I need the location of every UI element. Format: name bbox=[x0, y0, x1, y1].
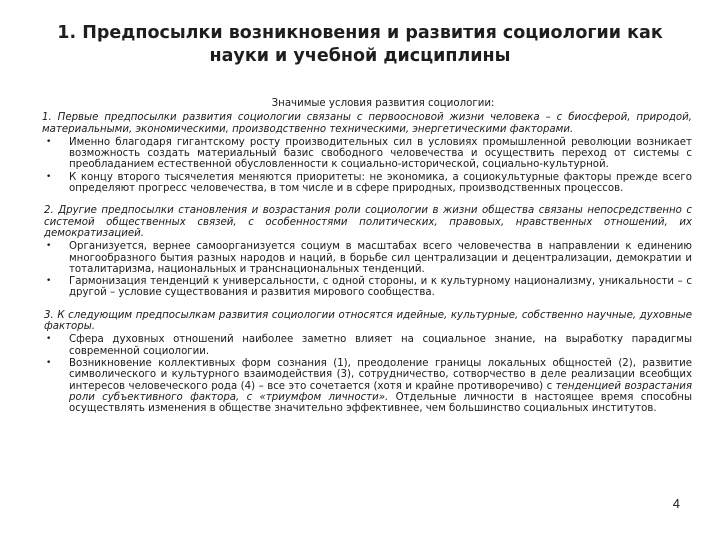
page-number: 4 bbox=[672, 496, 680, 511]
bullet-text: Возникновение коллективных форм сознания (1), преодоление границы локальных общностей (2), развитие символического и культурного взаимодействия (3), сотрудничество, сотворчество в деле реализации всеобщих интересов человеческого рода (4) – все это сочетается (хотя и крайне противоречиво) с bbox=[69, 357, 692, 392]
bullet-list bbox=[44, 137, 692, 194]
section-intro: 2. Другие предпосылки становления и возрастания роли социологии в жизни общества связаны непосредственно с системой общественных связей, с особенностями политических, правовых, нравственных отношений, их демократизацией. bbox=[44, 205, 692, 239]
bullet-item: • Сфера духовных отношений наиболее заметно влияет на социальное знание, на выработку парадигмы современной социологии. bbox=[44, 334, 692, 357]
bullet-italic-text: тенденцией возрастания роли субъективного фактора, с «триумфом личности». bbox=[69, 380, 692, 403]
section-intro: 1. Первые предпосылки развития социологии связаны с первоосновой жизни человека – с биосферой, природой, материальными, экономическими, производственно техническими, энергетическими факторами. bbox=[42, 112, 692, 135]
slide-body bbox=[44, 98, 692, 425]
bullet-item: • Организуется, вернее самоорганизуется социум в масштабах всего человечества в направлении к единению многообразного бытия разных народов и наций, в борьбе сил централизации и децентрализации, демократии и тоталитаризма, национальных и транснациональных тенденций. bbox=[44, 241, 692, 275]
bullet-item-last bbox=[44, 358, 692, 414]
section-2 bbox=[44, 205, 692, 298]
slide-title: 1. Предпосылки возникновения и развития социологии как науки и учебной дисциплины bbox=[57, 23, 663, 66]
section-1 bbox=[44, 112, 692, 194]
subtitle: Значимые условия развития социологии: bbox=[271, 98, 495, 109]
bullet-list bbox=[44, 241, 692, 298]
section-intro: 3. К следующим предпосылкам развития социологии относятся идейные, культурные, собственно научные, духовные факторы. bbox=[44, 309, 692, 333]
section-3 bbox=[44, 310, 692, 415]
bullet-item: • Именно благодаря гигантскому росту производительных сил в условиях промышленной революции возникает возможность создать материальный базис свободного человечества и осуществить переход от системы с преобладанием естественной обусловленности к социально-исторической, социально-культурной. bbox=[44, 137, 692, 171]
bullet-item: • К концу второго тысячелетия меняются приоритеты: не экономика, а социокультурные факторы прежде всего определяют прогресс человечества, в том числе и в сфере природных, производственных процессов. bbox=[44, 172, 692, 195]
bullet-text-after: Отдельные личности в настоящее время способны осуществлять изменения в обществе значительно эффективнее, чем большинство социальных институтов. bbox=[69, 391, 693, 415]
bullet-list bbox=[44, 334, 692, 414]
bullet-item: • Гармонизация тенденций к универсальности, с одной стороны, и к культурному национализму, уникальности – с другой – условие существования и развития мирового сообщества. bbox=[44, 276, 692, 299]
